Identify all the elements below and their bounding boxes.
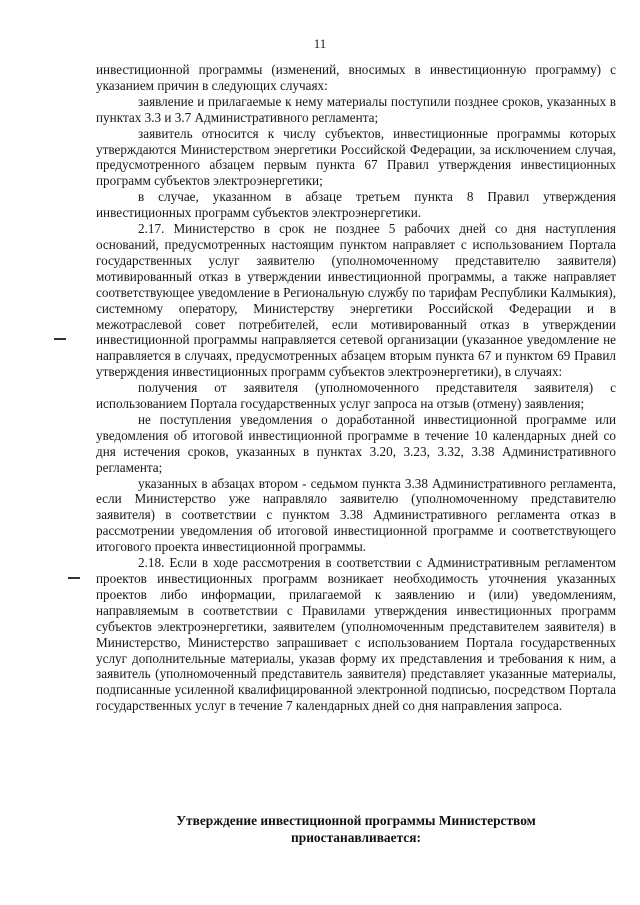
paragraph: инвестиционной программы (изменений, вносимых в инвестиционную программу) с указанием причин в следующих случаях:	[96, 62, 616, 93]
margin-mark	[54, 338, 66, 340]
paragraph: заявитель относится к числу субъектов, инвестиционные программы которых утверждаются Министерством энергетики Российской Федерации, за исключением случая, предусмотренного абзацем первым пункта 67 Правил утверждения инвестиционных программ субъектов электроэнергетики;	[96, 125, 616, 189]
section-heading	[96, 812, 616, 846]
paragraph: не поступления уведомления о доработанной инвестиционной программе или уведомления об итоговой инвестиционной программе в течение 10 календарных дней со дня истечения сроков, указанных в пунктах 3.20, 3.23, 3.32, 3.38 Административного регламента;	[96, 411, 616, 475]
page-number: 11	[313, 36, 327, 51]
paragraph: 2.17. Министерство в срок не позднее 5 рабочих дней со дня наступления оснований, предусмотренных настоящим пунктом направляет с использованием Портала государственных услуг заявителю (уполномоченному представителю заявителя) мотивированный отказ в утверждении инвестиционной программы, а также направляет соответствующее уведомление в Региональную службу по тарифам Республики Калмыкия), системному оператору, Министерству энергетики Российской Федерации и в межотраслевой совет потребителей, если мотивированный отказ в утверждении инвестиционной программы направляется сетевой организации (указанное уведомление не направляется в случаях, предусмотренных абзацем вторым пункта 67 и пунктом 69 Правил утверждения инвестиционных программ субъектов электроэнергетики), в случаях:	[96, 221, 616, 380]
document-body	[96, 62, 616, 714]
paragraph: 2.18. Если в ходе рассмотрения в соответствии с Административным регламентом проектов инвестиционных программ возникает необходимость уточнения указанных проектов либо информации, прилагаемой к заявлению и (или) уведомлениям, направляемым в соответствии с Правилами утверждения инвестиционных программ субъектов электроэнергетики, заявителем (уполномоченным представителем заявителя) в Министерство, Министерство запрашивает с использованием Портала государственных услуг дополнительные материалы, указав форму их представления и требования к ним, а заявитель (уполномоченный представитель заявителя) представляет указанные материалы, подписанные усиленной квалифицированной электронной подписью, посредством Портала государственных услуг в течение 7 календарных дней со дня направления запроса.	[96, 555, 616, 714]
paragraph: заявление и прилагаемые к нему материалы поступили позднее сроков, указанных в пунктах 3.3 и 3.7 Административного регламента;	[96, 93, 616, 125]
paragraph: получения от заявителя (уполномоченного представителя заявителя) с использованием Портала государственных услуг запроса на отзыв (отмену) заявления;	[96, 380, 616, 412]
section-heading-line: Утверждение инвестиционной программы Министерством	[176, 813, 536, 828]
paragraph: указанных в абзацах втором - седьмом пункта 3.38 Административного регламента, если Министерство уже направляло заявителю (уполномоченному представителю заявителя) в соответствии с пунктом 3.38 Административного регламента отказ в рассмотрении уведомления об итоговой инвестиционной программе и соответствующего итогового проекта инвестиционной программы.	[96, 475, 616, 555]
margin-mark	[68, 577, 80, 579]
paragraph: в случае, указанном в абзаце третьем пункта 8 Правил утверждения инвестиционных программ субъектов электроэнергетики.	[96, 189, 616, 221]
section-heading-line: приостанавливается:	[291, 830, 421, 845]
